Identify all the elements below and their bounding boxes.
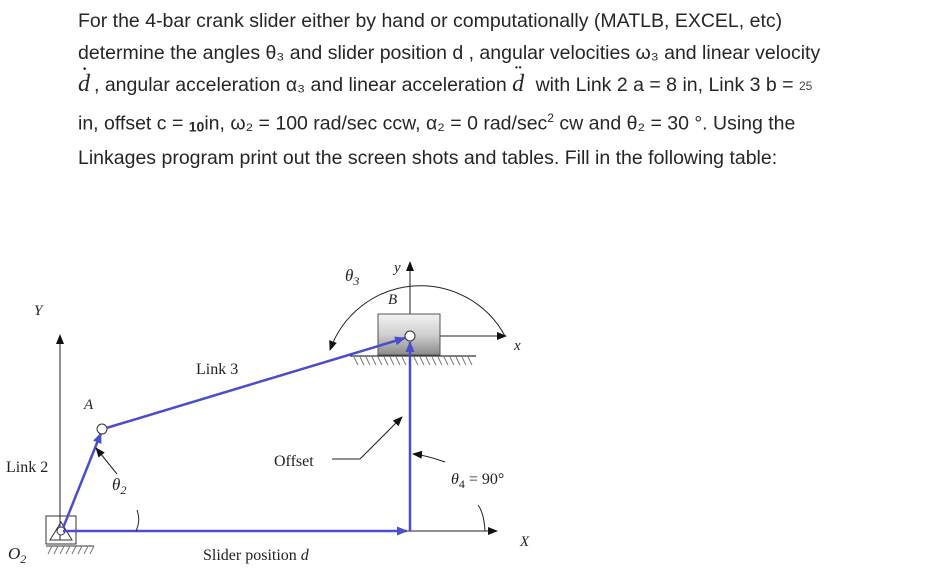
theta2-label: $\theta_2$ bbox=[112, 475, 127, 497]
d-ddot-symbol: ·· d bbox=[512, 69, 524, 101]
o2-label: $O_2$ bbox=[8, 544, 27, 566]
problem-line-1: For the 4-bar crank slider either by hand or computationally (MATLB, EXCEL, etc) bbox=[78, 10, 783, 32]
problem-line-4-text-c: cw and θ₂ = 30 °. Using the bbox=[559, 112, 796, 134]
offset-value: 10 bbox=[188, 118, 205, 134]
offset-leader bbox=[332, 417, 402, 459]
link2-label: Link 2 bbox=[6, 459, 49, 476]
point-b-label: B bbox=[388, 292, 398, 308]
local-x-label: x bbox=[514, 338, 521, 354]
pin-a bbox=[97, 424, 107, 434]
link3-length-value: 25 bbox=[798, 79, 813, 93]
slider-ground bbox=[350, 356, 476, 365]
link3-vector bbox=[103, 338, 405, 429]
problem-line-4-text-b: in, ω₂ = 100 rad/sec ccw, α₂ = 0 rad/sec bbox=[204, 112, 548, 134]
offset-label: Offset bbox=[274, 453, 314, 470]
ground-pivot-o2 bbox=[46, 516, 94, 554]
d-dot-symbol: · d bbox=[78, 69, 90, 101]
global-x-label: X bbox=[520, 534, 530, 550]
problem-line-3-text-a: , angular acceleration α₃ and linear acceleration bbox=[94, 74, 507, 96]
squared-superscript: 2 bbox=[547, 110, 554, 125]
problem-line-3-text-b: with Link 2 a = 8 in, Link 3 b = bbox=[535, 74, 794, 96]
point-a-label: A bbox=[84, 397, 94, 413]
theta3-label: $\theta_3$ bbox=[345, 266, 360, 288]
global-y-label: Y bbox=[34, 303, 43, 319]
problem-line-4-text-a: in, offset c = bbox=[78, 112, 184, 134]
problem-line-5: Linkages program print out the screen shots and tables. Fill in the following table: bbox=[78, 146, 778, 169]
link2-vector bbox=[63, 433, 101, 528]
theta4-arrow bbox=[413, 454, 485, 531]
slider-position-label: Slider position d bbox=[203, 547, 309, 564]
local-y-label: y bbox=[394, 260, 401, 276]
problem-line-2: determine the angles θ₃ and slider position d , angular velocities ω₃ and linear velocity bbox=[78, 41, 821, 64]
theta4-label: $\theta_4 = 90^\circ$ bbox=[451, 471, 505, 491]
link3-label: Link 3 bbox=[196, 361, 239, 378]
